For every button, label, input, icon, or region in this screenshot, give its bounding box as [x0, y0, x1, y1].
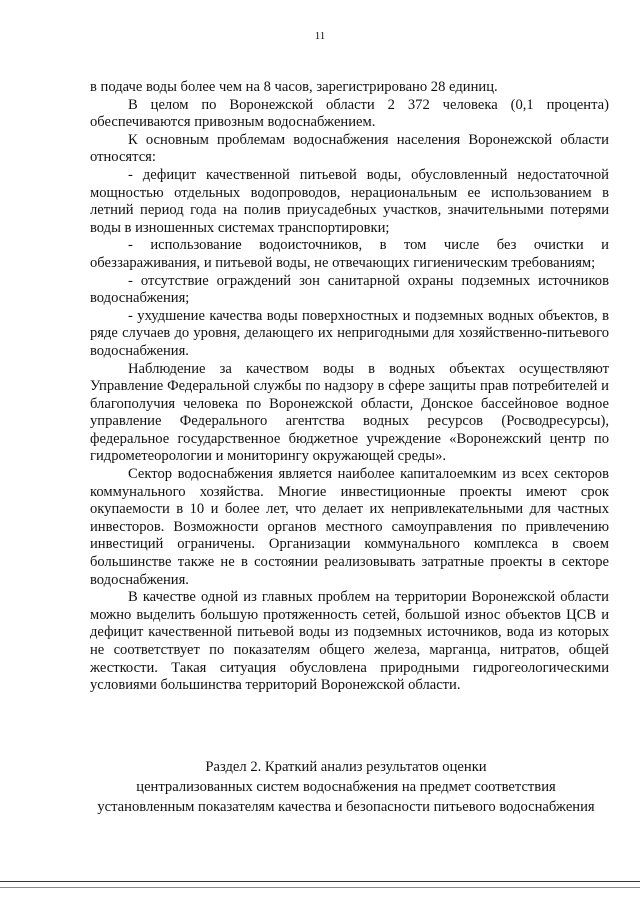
section-heading-line-3: установленным показателям качества и безопасности питьевого водоснабжения — [97, 799, 595, 815]
page-number: 11 — [314, 30, 326, 42]
paragraph-investment: Сектор водоснабжения является наиболее капиталоемким из всех секторов коммунального хозяйства. Многие инвестиционные проекты имеют срок окупаемости в 10 и более лет, что делает их непривлекательными для частных инвесторов. Возможности органов местного самоуправления по привлечению инвестиций ограничены. Организации коммунального комплекса в своем большинстве также не в состоянии реализовывать затратные проекты в секторе водоснабжения. — [90, 466, 609, 588]
list-item-water-quality-decline: - ухудшение качества воды поверхностных и подземных водных объектов, в ряде случаев до уровня, делающего их непригодными для хозяйственно-питьевого водоснабжения. — [90, 307, 609, 359]
list-item-water-deficit: - дефицит качественной питьевой воды, обусловленный недостаточной мощностью отдельных водопроводов, нерациональным ее использованием в летний период года на полив приусадебных участков, значительными потерями воды в изношенных системах транспортировки; — [90, 166, 609, 236]
bottom-scan-edge-secondary — [0, 887, 640, 888]
paragraph-main-problems: К основным проблемам водоснабжения населения Воронежской области относятся: — [90, 131, 609, 166]
document-body — [90, 79, 609, 695]
bottom-scan-edge — [0, 881, 640, 882]
section-heading-line-2: централизованных систем водоснабжения на предмет соответствия — [136, 779, 556, 795]
section-heading — [62, 757, 630, 817]
paragraph-main-issues: В качестве одной из главных проблем на территории Воронежской области можно выделить большую протяженность сетей, большой износ объектов ЦСВ и дефицит качественной питьевой воды из подземных источников, вода из которых не соответствует по показателям общего железа, марганца, нитратов, общей жесткости. Такая ситуация обусловлена природными гидрогеологическими условиями большинства территорий Воронежской области. — [90, 589, 609, 694]
section-heading-line-1: Раздел 2. Краткий анализ результатов оценки — [205, 759, 487, 775]
list-item-untreated-sources: - использование водоисточников, в том числе без очистки и обеззараживания, и питьевой воды, не отвечающих гигиеническим требованиям; — [90, 237, 609, 271]
paragraph-monitoring: Наблюдение за качеством воды в водных объектах осуществляют Управление Федеральной службы по надзору в сфере защиты прав потребителей и благополучия человека по Воронежской области, Донское бассейновое водное управление Федерального агентства водных ресурсов (Росводресурсы), федеральное государственное бюджетное учреждение «Воронежский центр по гидрометеорологии и мониторингу окружающей среды». — [90, 360, 609, 465]
list-item-no-protection-zones: - отсутствие ограждений зон санитарной охраны подземных источников водоснабжения; — [90, 272, 609, 307]
paragraph-delivered-water: В целом по Воронежской области 2 372 человека (0,1 процента) обеспечиваются привозным водоснабжением. — [90, 96, 609, 131]
paragraph-continuation: в подаче воды более чем на 8 часов, зарегистрировано 28 единиц. — [90, 79, 498, 95]
